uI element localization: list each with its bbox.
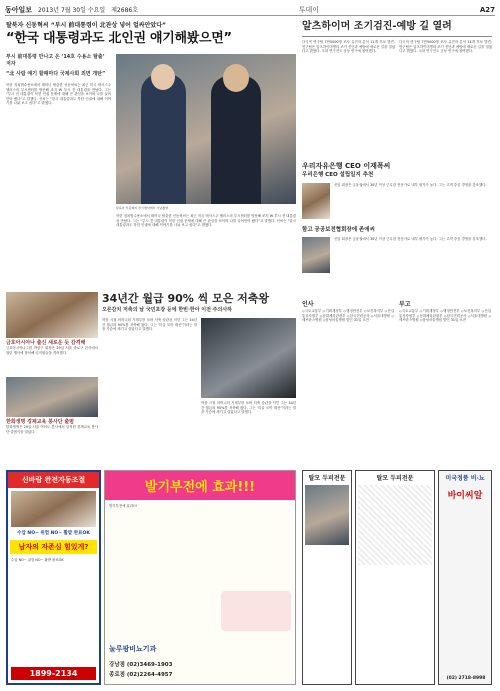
obituary-heading: 부고 (399, 301, 411, 308)
lead-story (6, 20, 296, 290)
science-headline[interactable]: 알츠하이머 조기검진-예방 길 열려 (302, 21, 452, 32)
sidebar-photo-1 (6, 292, 98, 338)
left-ad-body: 수압 NO~ 위험 NO~ 활밭 완료OK (11, 558, 64, 562)
people-body-2: 신임 회장은 금융권에서 30년 이상 근무한 전문가로 내부 평가가 높다. 그는 고객 중심 경영을 강조했다. (334, 237, 487, 241)
right-advertisements (302, 470, 492, 685)
center-ad-phone2: 종로점 (02)2264-4957 (109, 672, 173, 678)
appointments-heading: 인사 (302, 301, 314, 308)
salary-sub: 오른감치 저축의 날 국민포장 등에 한빈·한아 이전 주의사하 (102, 307, 233, 313)
people-title2[interactable]: 우리은행 CEO 설립일지 추천 (302, 172, 374, 178)
right-ad-1-title: 탈모 두피전문 (308, 475, 346, 482)
left-ad-phone: 1899-2134 (11, 667, 96, 680)
issue-date: 2013년 7월 30일 수요일 (37, 6, 106, 14)
right-ad-1-image (305, 485, 349, 545)
salary-headline[interactable]: 34년간 월급 90% 씩 모은 저축왕 (102, 292, 270, 305)
salary-photo (201, 318, 296, 398)
left-ad-question: 남자의 자존심 힘있게? (10, 540, 97, 554)
salary-body-continued: 학창 시절 어머니의 가계부를 보며 저축 습관을 익힌 그는 34년간 월급의 90%를 저축해 왔다. 그는 ‘티끌 모아 태산’이라는 말을 가슴에 새기고 살았다고 말했다. (201, 401, 296, 415)
page-header (5, 4, 495, 16)
people-section (302, 162, 492, 297)
sidebar-item2-body: 한화생명은 29일 서울 여의도 본사에서 임직원 경제교육 봉사단 출범식을 열었다. (6, 425, 98, 434)
sidebar-photo-2 (6, 377, 98, 417)
salary-story (102, 292, 296, 462)
people-title1[interactable]: 우리자유은행 CEO 이재폭씨 (302, 162, 391, 170)
lead-kicker: 탈북자 신동혁씨 “부시 前대통령이 北관상 넣어 얼싸안았다” (6, 22, 166, 29)
page-number: A27 (479, 5, 495, 14)
lead-sub2: “北 사람 얘기 할때마다 국제사회 외면 개탄” (6, 71, 106, 77)
center-ad-title: 발기부전에 효과!!! (105, 471, 295, 500)
appointments-body: ◇국토교통부 ◇기획재정부 ◇행정안전부 ◇보건복지부 ◇산업통상자원부 ◇문화체육관광부 ◇한국전력공사 ◇서울대병원 ◇세브란스병원 ◇삼성서울병원 발인 31일 오전 (302, 309, 394, 323)
paper-name: 동아일보 (5, 5, 33, 14)
sidebar-item1-title[interactable]: 금호아시아나 출신 새로운 듯 감격해 (6, 340, 86, 346)
people-title3[interactable]: 함고 공공보전협회장에 존에씨 (302, 227, 375, 233)
center-ad-body: 발기부전에 효과!!! (109, 504, 138, 508)
obituary-body: ◇국토교통부 ◇기획재정부 ◇행정안전부 ◇보건복지부 ◇산업통상자원부 ◇문화체육관광부 ◇한국전력공사 ◇서울대병원 ◇세브란스병원 ◇삼성서울병원 발인 31일 오전 (399, 309, 491, 323)
right-ad-2-title: 탈모 두피전문 (376, 475, 414, 482)
science-body: 다국적 연구팀 7만5000명 조사 유전자 분석 11개 후보 발견. 연구팀은 알츠하이머병의 조기 진단과 예방에 새로운 길을 열었다고 밝혔다. 국내 연구진도 공동 연구에 참여했다. (302, 40, 395, 54)
lead-body-continued: 북한 정치범수용소에서 태어나 탈출한 신동혁씨는 최근 미국 텍사스주 댈러스의 부시센터를 방문해 조지 W 부시 전 대통령을 만났다. 그는 “부시 전 대통령이 북한 인권 문제에 대해 큰 관심을 보이며 나를 끌어안아 줬다”고 말했다. 신씨는 “한국 대통령과도 북한 인권에 대해 이야기를 나눠 보고 싶다”고 밝혔다. (116, 214, 296, 228)
lead-body: 북한 정치범수용소에서 태어나 탈출한 신동혁씨는 최근 미국 텍사스주 댈러스의 부시센터를 방문해 조지 W 부시 전 대통령을 만났다. 그는 “부시 전 대통령이 북한 인권 문제에 대해 큰 관심을 보이며 나를 끌어안아 줬다”고 말했다. 신씨는 “한국 대통령과도 북한 인권에 대해 이야기를 나눠 보고 싶다”고 밝혔다. (6, 83, 111, 106)
right-ad-3-phone: (02) 2718-8998 (446, 676, 486, 681)
people-portrait-2 (302, 237, 330, 273)
right-ad-2-pattern (358, 485, 432, 565)
left-sidebar (6, 292, 98, 462)
listings-section (302, 300, 492, 465)
right-ad-3-title: 미국정품 비·뇨 (445, 475, 485, 482)
edition: 제2686호 (111, 6, 139, 14)
left-ad-image (11, 491, 96, 527)
center-advertisement[interactable] (104, 470, 296, 685)
right-ad-2[interactable] (355, 470, 435, 685)
sidebar-item2-title[interactable]: 한화생명 경제교육 봉사단 출범 (6, 419, 75, 425)
center-ad-brand: 눌루팡비뇨기과 (109, 645, 157, 653)
people-body: 신임 회장은 금융권에서 30년 이상 근무한 전문가로 내부 평가가 높다. 그는 고객 중심 경영을 강조했다. (334, 183, 487, 187)
left-advertisement[interactable] (6, 470, 101, 685)
lead-sub1: 부시 前대통령 만나고 온 ‘14호 수용소 탈출’ 저자 (6, 54, 105, 67)
lead-photo (116, 54, 296, 204)
right-ad-3-brand: 바이씨알 (447, 491, 483, 501)
sidebar-item1-body: 금호아시아나그룹 박삼구 회장은 29일 서울 종로구 본사에서 열린 행사에 참석해 임직원들을 격려했다. (6, 346, 98, 355)
center-ad-image (221, 591, 291, 631)
science-body-continued: 다국적 연구팀 7만5000명 조사 유전자 분석 11개 후보 발견. 연구팀은 알츠하이머병의 조기 진단과 예방에 새로운 길을 열었다고 밝혔다. 국내 연구진도 공동 연구에 참여했다. (399, 40, 492, 54)
people-portrait-1 (302, 183, 330, 219)
section-name: 투데이 (298, 5, 320, 14)
right-ad-3[interactable] (438, 470, 492, 685)
right-ad-1[interactable] (302, 470, 352, 685)
salary-body: 학창 시절 어머니의 가계부를 보며 저축 습관을 익힌 그는 34년간 월급의 90%를 저축해 왔다. 그는 ‘티끌 모아 태산’이라는 말을 가슴에 새기고 살았다고 말했다. (102, 318, 197, 332)
left-ad-sub: 수압 NO~ 위험 NO~ 활밭 완료OK (17, 531, 90, 536)
center-ad-phone1: 강남점 (02)3469-1903 (109, 662, 173, 668)
lead-headline[interactable]: “한국 대통령과도 北인권 얘기해봤으면” (6, 31, 232, 46)
lead-photo-caption: 탈북자 신동혁씨 부시센터에서 기념촬영 (116, 206, 169, 210)
left-ad-title: 신바람 완전자동조절 (8, 472, 99, 488)
science-story (302, 20, 492, 160)
